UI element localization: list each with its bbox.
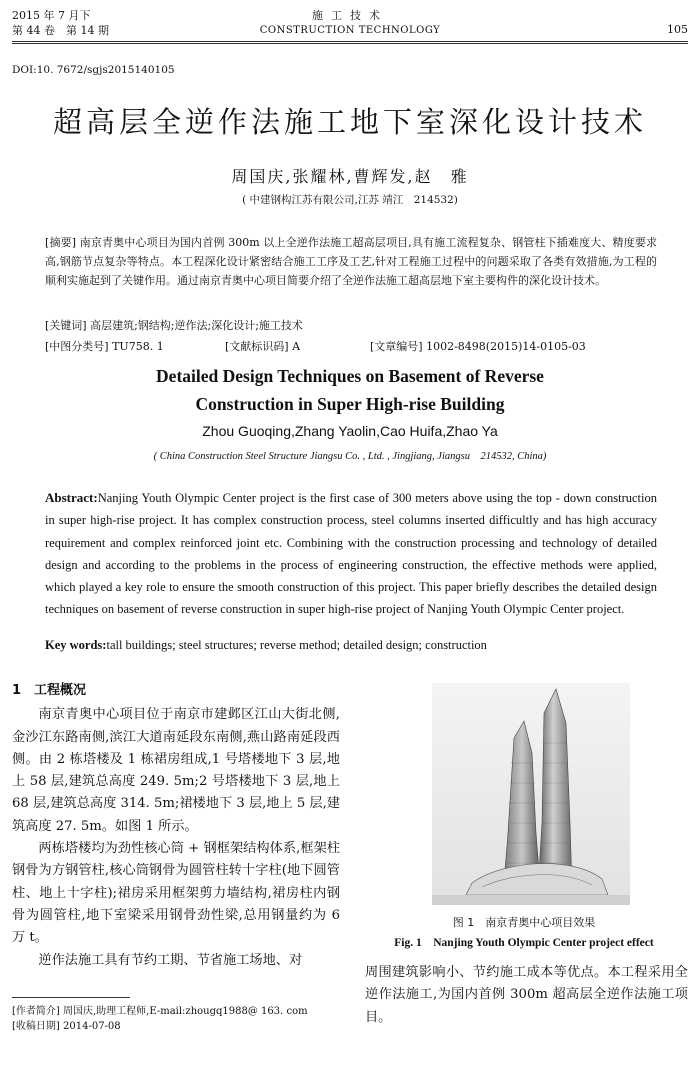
- received-date-label: [收稿日期]: [12, 1021, 60, 1032]
- authors-cn: 周国庆,张耀林,曹辉发,赵 雅: [231, 167, 469, 186]
- keywords-en-text: tall buildings; steel structures; reverse method; detailed design; construction: [106, 638, 487, 652]
- section-1: [12, 680, 340, 972]
- section-1-para-3: 逆作法施工具有节约工期、节省施工场地、对: [38, 952, 303, 968]
- footnote: [12, 1004, 308, 1034]
- affiliation-en: ( China Construction Steel Structure Jiangsu Co. , Ltd. , Jingjiang, Jiangsu 214532, China): [153, 451, 547, 462]
- clc-value: TU758. 1: [112, 340, 164, 353]
- header-divider: [12, 41, 688, 44]
- abstract-en: Abstract:Nanjing Youth Olympic Center project is the first case of 300 meters above using the top - down construction in super high-rise project. It has complex construction process, steel columns inserted difficultly and has high accuracy requirement and complex reinforced joint etc. Combining with the construction processing and technology of detailed design and according to the problems in the process of engineering construction, the effective methods were applied, which played a key role to ensure the smooth construction of this project. This paper briefly describes the detailed design techniques on basement of reverse construction in super high-rise project of Nanjing Youth Olympic Center project.: [45, 490, 657, 617]
- received-date: [12, 1019, 308, 1034]
- section-1-heading: 1 工程概况: [12, 683, 87, 698]
- journal-name-cn: 施工技术: [312, 9, 388, 22]
- journal-name-en: CONSTRUCTION TECHNOLOGY: [259, 25, 441, 36]
- keywords-cn: [45, 316, 657, 335]
- abstract-cn-text: 南京青奥中心项目为国内首例 300m 以上全逆作法施工超高层项目,具有施工流程复杂、钢管柱下插难度大、精度要求高,钢筋节点复杂等特点。本工程深化设计紧密结合施工工序及工艺,针对工程施工过程中的问题采取了各类有效措施,为工程的顺利实施起到了关键作用。通过南京青奥中心项目简要介绍了全逆作法施工超高层地下室主要构件的深化设计技术。: [45, 236, 657, 287]
- footnote-divider: [12, 997, 130, 998]
- keywords-cn-label: [关键词]: [45, 319, 87, 332]
- title-en: [0, 362, 700, 418]
- title-en-line1: Detailed Design Techniques on Basement of Reverse: [156, 366, 544, 386]
- abstract-cn-label: [摘要]: [45, 236, 77, 249]
- issue-date: 2015 年 7 月下: [12, 9, 91, 22]
- keywords-en-label: Key words: [45, 638, 103, 652]
- title-cn: 超高层全逆作法施工地下室深化设计技术: [52, 105, 647, 139]
- title-en-line2: Construction in Super High-rise Building: [195, 394, 505, 414]
- author-bio-label: [作者简介]: [12, 1006, 60, 1017]
- figure-1-image: [432, 683, 630, 905]
- article-number: [370, 338, 586, 354]
- journal-name: [0, 8, 700, 38]
- clc: [45, 338, 164, 354]
- towers-rendering-illustration: [432, 683, 630, 905]
- affiliation-cn: ( 中建钢构江苏有限公司,江苏 靖江 214532): [242, 194, 458, 206]
- received-date-text: 2014-07-08: [63, 1021, 121, 1032]
- article-number-value: 1002-8498(2015)14-0105-03: [426, 340, 586, 353]
- abstract-cn: [45, 233, 657, 290]
- page-number: 105: [667, 23, 688, 36]
- section-1-para-1: 南京青奥中心项目位于南京市建邺区江山大街北侧,金沙江东路南侧,滨江大道南延段东南侧,燕山路南延段西侧。由 2 栋塔楼及 1 栋裙房组成,1 号塔楼地下 3 层,地上 58 层,建筑总高度 249. 5m;2 号塔楼地下 3 层,地上 68 层,建筑总高度 314. 5m;裙楼地下 3 层,地上 5 层,建筑高度 27. 5m。如图 1 所示。: [12, 707, 340, 834]
- figure-1-caption-cn: 图 1 南京青奥中心项目效果: [452, 916, 596, 929]
- abstract-en-label: Abstract: [45, 490, 94, 505]
- authors-en: Zhou Guoqing,Zhang Yaolin,Cao Huifa,Zhao Ya: [202, 423, 498, 439]
- issue-volume: 第 44 卷 第 14 期: [12, 24, 109, 37]
- doi: DOI:10. 7672/sgjs2015140105: [12, 64, 175, 76]
- doc-code-value: A: [292, 340, 301, 353]
- classification-row: [45, 338, 657, 354]
- doc-code-label: [文献标识码]: [225, 340, 289, 353]
- section-1-para-2: 两栋塔楼均为劲性核心筒 + 钢框架结构体系,框架柱钢骨为方钢管柱,核心筒钢骨为圆管柱转十字柱(地下圆管柱、地上十字柱);裙房采用框架剪力墙结构,裙房柱内钢骨为圆管柱,地下室梁采用钢骨劲性梁,总用钢量约为 6 万 t。: [12, 841, 340, 946]
- clc-label: [中图分类号]: [45, 340, 109, 353]
- doc-code: [225, 338, 300, 354]
- keywords-cn-text: 高层建筑;钢结构;逆作法;深化设计;施工技术: [90, 319, 303, 332]
- right-column-text: 周围建筑影响小、节约施工成本等优点。本工程采用全逆作法施工,为国内首例 300m 超高层全逆作法施工项目。: [365, 965, 688, 1025]
- abstract-en-text: Nanjing Youth Olympic Center project is the first case of 300 meters above using the top - down construction in super high-rise project. It has complex construction process, steel columns inserted difficultly and has high accuracy requirement and complex reinforced joint etc. Combining with the construction processing and technology of detailed design and according to the problems in the process of engineering construction, the effective methods were applied, which played a key role to ensure the smooth construction of this project. This paper briefly describes the detailed design techniques on basement of reverse construction in super high-rise project of Nanjing Youth Olympic Center project.: [45, 491, 657, 617]
- article-number-label: [文章编号]: [370, 340, 423, 353]
- keywords-en: Key words:tall buildings; steel structures; reverse method; detailed design; construction: [45, 638, 487, 652]
- figure-1-caption-en: Fig. 1 Nanjing Youth Olympic Center project effect: [394, 937, 654, 949]
- author-bio-text: 周国庆,助理工程师,E-mail:zhougq1988@ 163. com: [63, 1006, 308, 1017]
- author-bio: [12, 1004, 308, 1019]
